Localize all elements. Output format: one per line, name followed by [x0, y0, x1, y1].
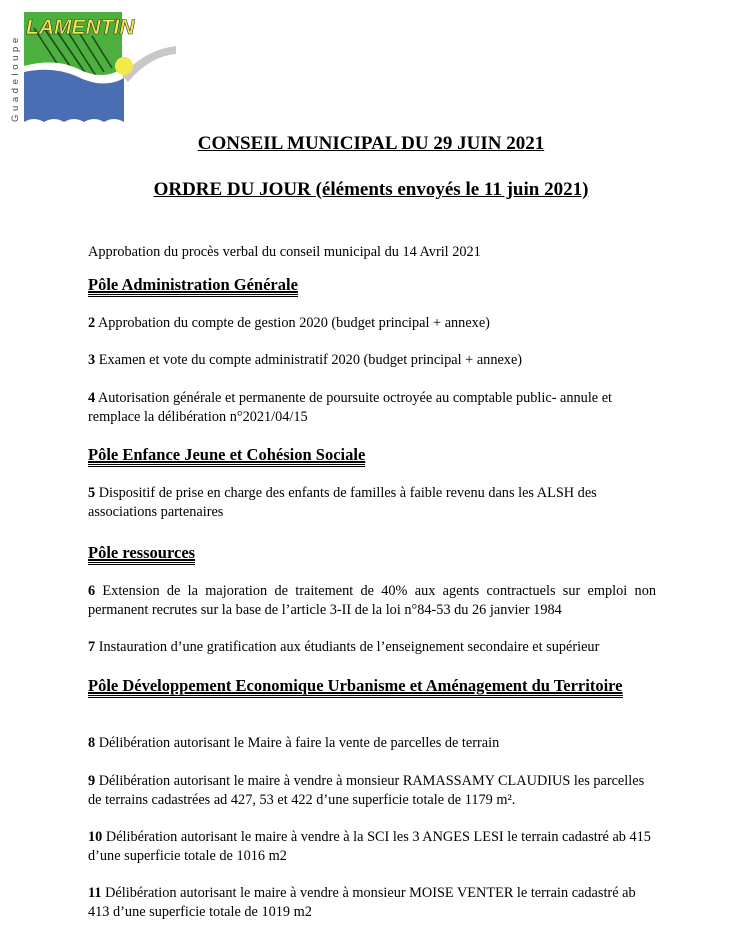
- section-heading-text: Pôle Administration Générale: [88, 275, 298, 297]
- agenda-item-4: [88, 389, 656, 427]
- logo-graphic: [4, 6, 180, 124]
- item-text: Examen et vote du compte administratif 2020 (budget principal + annexe): [95, 352, 523, 368]
- item-number: 8: [88, 735, 96, 751]
- item-number: 5: [88, 485, 96, 501]
- item-text: Dispositif de prise en charge des enfants de familles à faible revenu dans les ALSH des associations partenaires: [88, 485, 597, 520]
- item-text: Approbation du compte de gestion 2020 (budget principal + annexe): [95, 315, 490, 331]
- section-heading-text: Pôle Enfance Jeune et Cohésion Sociale: [88, 445, 365, 467]
- agenda-item-9: [88, 772, 656, 810]
- agenda-item-6: [88, 582, 656, 620]
- section-heading-text: Pôle ressources: [88, 543, 195, 565]
- section-heading-enfance: [88, 445, 656, 464]
- item-text: Autorisation générale et permanente de poursuite octroyée au comptable public- annule et remplace la délibération n°2021/04/15: [88, 390, 613, 425]
- agenda-item-10: [88, 828, 656, 866]
- item-number: 7: [88, 639, 96, 655]
- agenda-item-5: [88, 484, 656, 522]
- logo-name-text: LAMENTIN: [26, 16, 135, 39]
- agenda-item-3: [88, 351, 656, 370]
- item-text: Délibération autorisant le maire à vendre à monsieur RAMASSAMY CLAUDIUS les parcelles de terrains cadastrées ad 427, 53 et 422 d’une superficie totale de 1179 m².: [88, 773, 645, 808]
- item-number: 3: [88, 352, 96, 368]
- section-heading-administration: [88, 275, 656, 294]
- document-subtitle: ORDRE DU JOUR (éléments envoyés le 11 juin 2021): [153, 179, 589, 200]
- item-number: 2: [88, 315, 96, 331]
- item-text: Extension de la majoration de traitement de 40% aux agents contractuels sur emploi non permanent recrutes sur la base de l’article 3-II de la loi n°84-53 du 26 janvier 1984: [88, 583, 656, 618]
- item-number: 4: [88, 390, 96, 406]
- agenda-item-2: [88, 314, 656, 333]
- item-number: 11: [88, 885, 102, 901]
- item-text: Délibération autorisant le Maire à faire la vente de parcelles de terrain: [95, 735, 500, 751]
- lamentin-logo: [4, 6, 180, 124]
- section-heading-ressources: [88, 543, 656, 562]
- document-title: CONSEIL MUNICIPAL DU 29 JUIN 2021: [197, 133, 545, 154]
- agenda-item-8: [88, 734, 656, 753]
- item-text: Délibération autorisant le maire à vendre à la SCI les 3 ANGES LESI le terrain cadastré ab 415 d’une superficie totale de 1016 m2: [88, 829, 651, 864]
- section-heading-text: Pôle Développement Economique Urbanisme et Aménagement du Territoire: [88, 676, 623, 698]
- agenda-item-7: [88, 638, 656, 657]
- item-number: 9: [88, 773, 96, 789]
- logo-region-text: Guadeloupe: [10, 34, 21, 122]
- item-text: Délibération autorisant le maire à vendre à monsieur MOISE VENTER le terrain cadastré ab 413 d’une superficie totale de 1019 m2: [88, 885, 636, 920]
- intro-item: Approbation du procès verbal du conseil municipal du 14 Avril 2021: [88, 244, 481, 260]
- agenda-item-11: [88, 884, 656, 922]
- item-number: 10: [88, 829, 103, 845]
- section-heading-developpement: [88, 676, 656, 695]
- item-number: 6: [88, 583, 96, 599]
- item-text: Instauration d’une gratification aux étudiants de l’enseignement secondaire et supérieur: [95, 639, 600, 655]
